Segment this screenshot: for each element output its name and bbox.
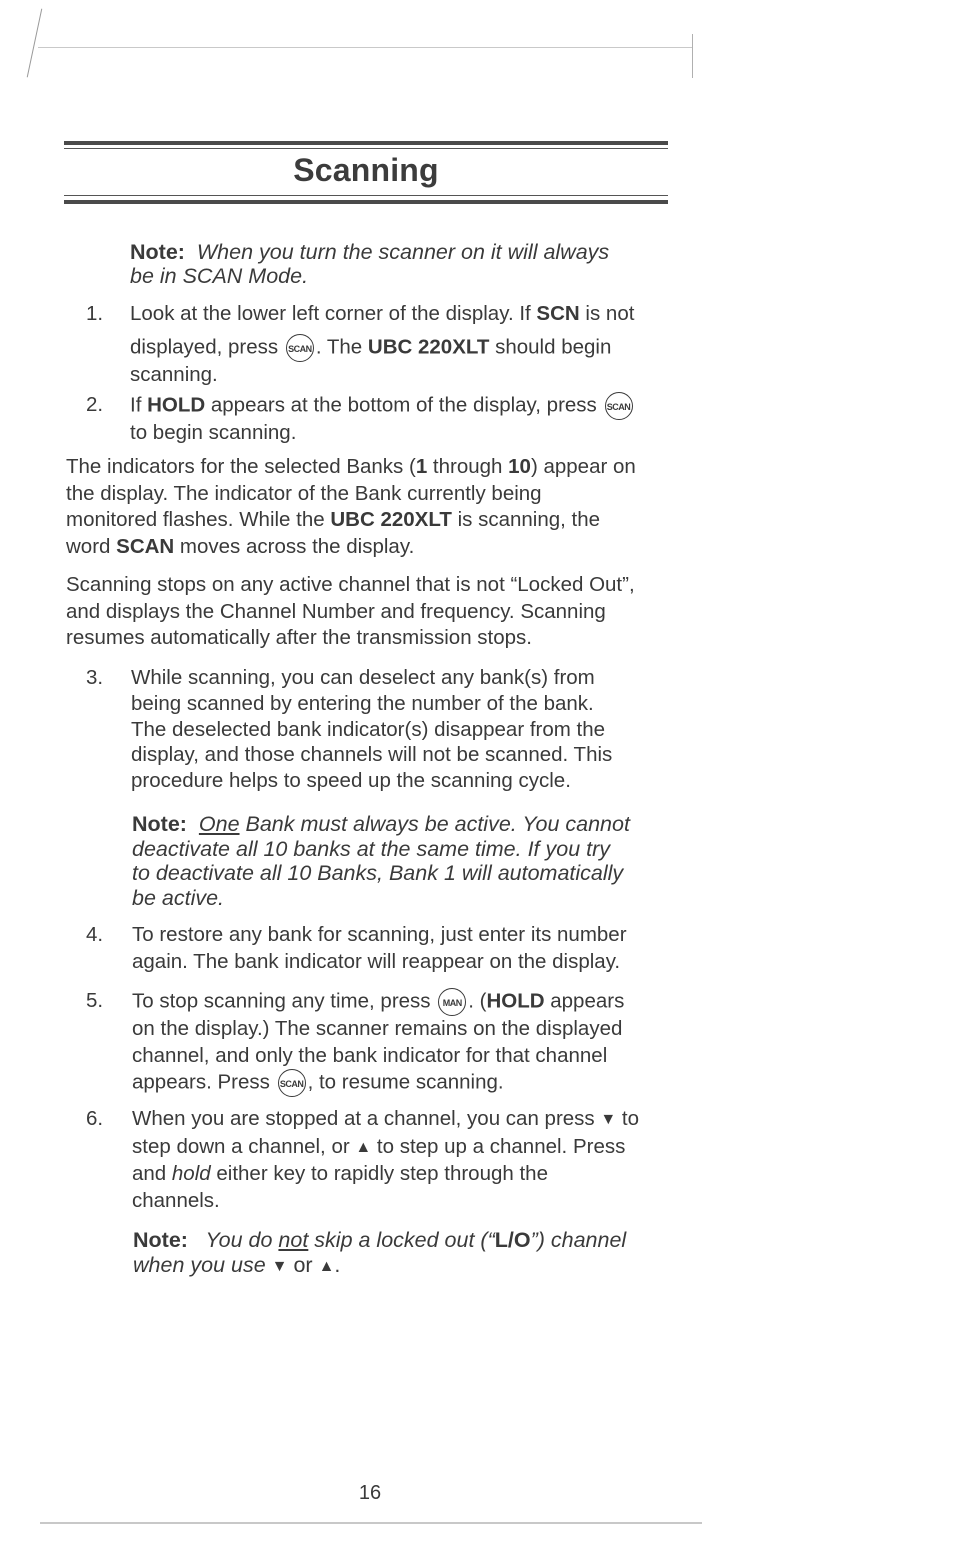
step-4: To restore any bank for scanning, just enter its number again. The bank indicator will reappear on the display. [132,923,627,973]
step-number: 1. [86,302,104,325]
step-1: Look at the lower left corner of the display. If SCN is not displayed, press SCAN . The UBC 220XLT should begin scanning. [130,302,635,386]
note-label: Note: [130,240,185,264]
step-6: When you are stopped at a channel, you can press ▼ to step down a channel, or ▲ to step up a channel. Press and hold either key to rapidly step through the channels. [132,1107,640,1212]
header-rule-bottom-thin [64,195,668,196]
scan-key-icon: SCAN [278,1069,306,1097]
step-number: 5. [86,989,104,1012]
crop-mark-top [38,47,692,48]
step-3: While scanning, you can deselect any bank(s) from being scanned by entering the number of the bank. The deselected bank indicator(s) disappear from the display, and those channels will not be scanned. This procedure helps to speed up the scanning cycle. [131,666,613,793]
step-number: 4. [86,923,104,946]
down-arrow-icon: ▼ [271,1258,288,1275]
crop-mark-right [692,34,693,78]
note-intro: Note: When you turn the scanner on it will always be in SCAN Mode. [130,240,610,288]
header-rule-bottom-thick [64,200,668,204]
step-5: To stop scanning any time, press MAN . (HOLD appears on the display.) The scanner remains on the displayed channel, and only the bank indicator for that channel appears. Press SCAN , to resume scanning. [132,988,677,1097]
scan-key-icon: SCAN [286,334,314,362]
up-arrow-icon: ▲ [355,1138,372,1156]
scan-key-icon: SCAN [605,392,633,420]
note-label: Note: [133,1228,188,1252]
header-rule-top-thick [64,141,668,145]
paragraph-bank-indicators: The indicators for the selected Banks (1 through 10) appear on the display. The indicator of the Bank currently being monitored flashes. While the UBC 220XLT is scanning, the word SCAN moves across the display. [66,455,636,558]
note-locked-out: Note: You do not skip a locked out (“L/O”) channel when you use ▼ or ▲. [133,1228,627,1277]
section-title: Scanning [293,152,439,188]
header-rule-top-thin [64,148,668,149]
page-number: 16 [358,1482,382,1504]
paragraph-scanning-stops: Scanning stops on any active channel that is not “Locked Out”, and displays the Channel Number and frequency. Scanning resumes automatically after the transmission stops. [66,573,635,649]
crop-mark-bottom [40,1522,702,1524]
up-arrow-icon: ▲ [318,1258,335,1275]
step-number: 2. [86,393,104,416]
note-bank-active: Note: One Bank must always be active. You cannot deactivate all 10 banks at the same time. If you try to deactivate all 10 Banks, Bank 1 will automatically be active. [132,812,630,910]
step-number: 6. [86,1107,104,1130]
crop-mark-left [27,9,43,78]
man-key-icon: MAN [438,988,466,1016]
down-arrow-icon: ▼ [600,1111,617,1128]
step-2: If HOLD appears at the bottom of the display, press SCAN to begin scanning. [130,392,675,447]
note-label: Note: [132,812,187,836]
step-number: 3. [86,666,104,689]
